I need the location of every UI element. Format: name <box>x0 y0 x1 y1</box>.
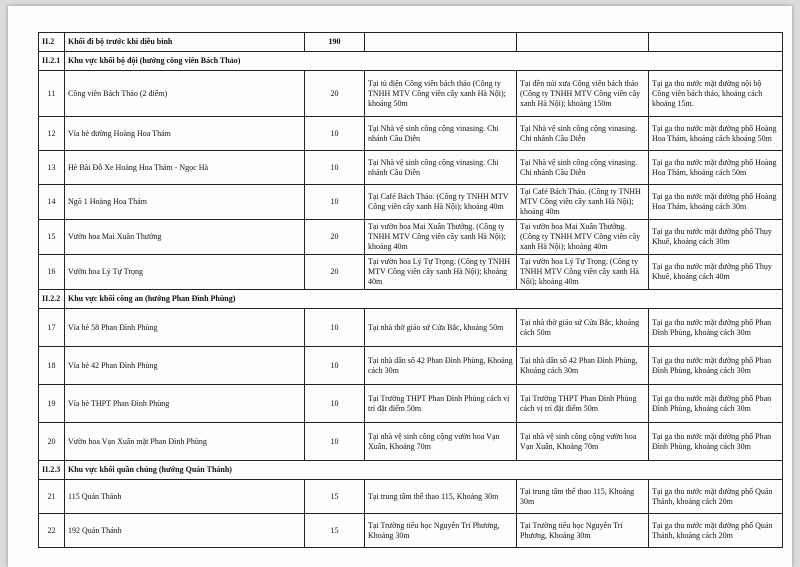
count-cell: 20 <box>305 220 365 255</box>
group-header-row <box>39 290 783 309</box>
row-number: 21 <box>39 480 65 514</box>
count-cell: 20 <box>305 71 365 117</box>
count-cell: 10 <box>305 385 365 423</box>
table-body <box>39 33 783 548</box>
section-count: 190 <box>305 33 365 52</box>
row-number: 18 <box>39 347 65 385</box>
toilet-option-2-cell: Tại Nhà vệ sinh công cộng vinasing. Chi nhánh Cầu Diễn <box>517 117 649 151</box>
table-row <box>39 347 783 385</box>
toilet-option-2-cell: Tại Nhà vệ sinh công cộng vinasing. Chi nhánh Cầu Diễn <box>517 151 649 185</box>
count-cell: 15 <box>305 480 365 514</box>
row-number: 19 <box>39 385 65 423</box>
group-header-row <box>39 52 783 71</box>
table-row <box>39 151 783 185</box>
row-number: 11 <box>39 71 65 117</box>
toilet-option-1-cell: Tại trung tâm thể thao 115, Khoảng 30m <box>365 480 517 514</box>
table-row <box>39 117 783 151</box>
row-number: 22 <box>39 514 65 548</box>
drain-location-cell: Tại ga thu nước mặt đường phố Phan Đình Phùng, khoảng cách 30m <box>649 423 783 461</box>
empty-cell <box>517 33 649 52</box>
drain-location-cell: Tại ga thu nước mặt đường phố Hoàng Hoa Thám, khoảng cách 30m <box>649 185 783 220</box>
count-cell: 10 <box>305 151 365 185</box>
toilet-option-1-cell: Tại tủ điện Công viên bách thảo (Công ty TNHH MTV Công viên cây xanh Hà Nội); khoảng 50m <box>365 71 517 117</box>
toilet-option-2-cell: Tại nhà thờ giáo sứ Cửa Bắc, khoảng cách 50m <box>517 309 649 347</box>
table-row <box>39 71 783 117</box>
table-row <box>39 385 783 423</box>
toilet-option-2-cell: Tại vườn hoa Lý Tự Trọng. (Công ty TNHH MTV Công viên cây xanh Hà Nội); khoảng 40m <box>517 255 649 290</box>
count-cell: 20 <box>305 255 365 290</box>
group-code: II.2.1 <box>39 52 65 71</box>
drain-location-cell: Tại ga thu nước mặt đường phố Phan Đình Phùng, khoảng cách 30m <box>649 385 783 423</box>
count-cell: 10 <box>305 423 365 461</box>
location-cell: Vỉa hè THPT Phan Đình Phùng <box>65 385 305 423</box>
section-row <box>39 33 783 52</box>
toilet-option-1-cell: Tại Café Bách Thảo. (Công ty TNHH MTV Công viên cây xanh Hà Nội); khoảng 40m <box>365 185 517 220</box>
drain-location-cell: Tại ga thu nước mặt đường phố Phan Đình Phùng, khoảng cách 30m <box>649 347 783 385</box>
drain-location-cell: Tại ga thu nước mặt đường phố Quán Thánh, khoảng cách 20m <box>649 480 783 514</box>
toilet-option-1-cell: Tại Nhà vệ sinh công cộng vinasing. Chi nhánh Cầu Diễn <box>365 117 517 151</box>
toilet-option-1-cell: Tại Trường tiểu học Nguyễn Tri Phương, Khoảng 30m <box>365 514 517 548</box>
row-number: 17 <box>39 309 65 347</box>
drain-location-cell: Tại ga thu nước mặt đường phố Thụy Khuê, khoảng cách 40m <box>649 255 783 290</box>
drain-location-cell: Tại ga thu nước mặt đường nội bộ Công viên bách thảo, khoảng cách khoảng 15m. <box>649 71 783 117</box>
location-cell: Ngõ 1 Hoàng Hoa Thám <box>65 185 305 220</box>
row-number: 13 <box>39 151 65 185</box>
count-cell: 10 <box>305 117 365 151</box>
location-cell: Vườn hoa Mai Xuân Thưởng <box>65 220 305 255</box>
section-code: II.2 <box>39 33 65 52</box>
location-cell: Vỉa hè 42 Phan Đình Phùng <box>65 347 305 385</box>
count-cell: 10 <box>305 309 365 347</box>
empty-cell <box>365 33 517 52</box>
table-row <box>39 514 783 548</box>
table-row <box>39 480 783 514</box>
table-row <box>39 255 783 290</box>
document-page <box>8 6 792 567</box>
row-number: 15 <box>39 220 65 255</box>
section-title: Khối đi bộ trước khi diễu binh <box>65 33 305 52</box>
drain-location-cell: Tại ga thu nước mặt đường phố Hoàng Hoa Thám, khoảng cách khoảng 50m <box>649 117 783 151</box>
toilet-option-2-cell: Tại Trường tiểu học Nguyễn Tri Phương, Khoảng 30m <box>517 514 649 548</box>
toilet-option-1-cell: Tại nhà dân số 42 Phan Đình Phùng, Khoảng cách 30m <box>365 347 517 385</box>
group-header-row <box>39 461 783 480</box>
drain-location-cell: Tại ga thu nước mặt đường phố Hoàng Hoa Thám, khoảng cách 50m <box>649 151 783 185</box>
group-title: Khu vực khối công an (hướng Phan Đình Phùng) <box>65 290 783 309</box>
location-cell: Công viên Bách Thảo (2 điểm) <box>65 71 305 117</box>
location-cell: Hè Bãi Đỗ Xe Hoàng Hoa Thám - Ngọc Hà <box>65 151 305 185</box>
toilet-option-1-cell: Tại Nhà vệ sinh công cộng vinasing. Chi nhánh Cầu Diễn <box>365 151 517 185</box>
group-code: II.2.3 <box>39 461 65 480</box>
location-cell: Vườn hoa Lý Tự Trọng <box>65 255 305 290</box>
toilet-option-1-cell: Tại nhà vệ sinh công cộng vườn hoa Vạn Xuân, Khoảng 70m <box>365 423 517 461</box>
table-row <box>39 220 783 255</box>
drain-location-cell: Tại ga thu nước mặt đường phố Quán Thánh, khoảng cách 20m <box>649 514 783 548</box>
table-row <box>39 423 783 461</box>
location-cell: Vườn hoa Vạn Xuân mặt Phan Đình Phùng <box>65 423 305 461</box>
empty-cell <box>649 33 783 52</box>
count-cell: 15 <box>305 514 365 548</box>
location-cell: Vỉa hè đường Hoàng Hoa Thám <box>65 117 305 151</box>
drain-location-cell: Tại ga thu nước mặt đường phố Phan Đình Phùng, khoảng cách 30m <box>649 309 783 347</box>
toilet-option-2-cell: Tại nhà vệ sinh công cộng vườn hoa Vạn Xuân, Khoảng 70m <box>517 423 649 461</box>
toilet-option-2-cell: Tại nhà dân số 42 Phan Đình Phùng, Khoảng cách 30m <box>517 347 649 385</box>
toilet-option-2-cell: Tại đền núi xưa Công viên bách thảo (Công ty TNHH MTV Công viên cây xanh Hà Nội); khoảng 150m <box>517 71 649 117</box>
count-cell: 10 <box>305 185 365 220</box>
group-title: Khu vực khối quần chúng (hướng Quán Thánh) <box>65 461 783 480</box>
toilet-option-2-cell: Tại vườn hoa Mai Xuân Thưởng. (Công ty TNHH MTV Công viên cây xanh Hà Nội); khoảng 40m <box>517 220 649 255</box>
group-title: Khu vực khối bộ đội (hướng công viên Bách Thảo) <box>65 52 783 71</box>
toilet-option-1-cell: Tại nhà thờ giáo sứ Cửa Bắc, khoảng 50m <box>365 309 517 347</box>
row-number: 20 <box>39 423 65 461</box>
drain-location-cell: Tại ga thu nước mặt đường phố Thụy Khuê, khoảng cách 30m <box>649 220 783 255</box>
row-number: 16 <box>39 255 65 290</box>
group-code: II.2.2 <box>39 290 65 309</box>
toilet-option-1-cell: Tại vườn hoa Mai Xuân Thưởng. (Công ty TNHH MTV Công viên cây xanh Hà Nội); khoảng 40m <box>365 220 517 255</box>
toilet-option-2-cell: Tại Trường THPT Phan Đình Phùng cách vị trí đặt điểm 50m <box>517 385 649 423</box>
location-cell: Vỉa hè 58 Phan Đình Phùng <box>65 309 305 347</box>
toilet-option-1-cell: Tại Trường THPT Phan Đình Phùng cách vị trí đặt điểm 50m <box>365 385 517 423</box>
toilet-option-2-cell: Tại trung tâm thể thao 115, Khoảng 30m <box>517 480 649 514</box>
location-cell: 192 Quán Thánh <box>65 514 305 548</box>
toilet-option-2-cell: Tại Café Bách Thảo. (Công ty TNHH MTV Công viên cây xanh Hà Nội); khoảng 40m <box>517 185 649 220</box>
schedule-table <box>38 32 783 548</box>
table-row <box>39 309 783 347</box>
row-number: 12 <box>39 117 65 151</box>
location-cell: 115 Quán Thánh <box>65 480 305 514</box>
row-number: 14 <box>39 185 65 220</box>
toilet-option-1-cell: Tại vườn hoa Lý Tự Trọng. (Công ty TNHH MTV Công viên cây xanh Hà Nội); khoảng 40m <box>365 255 517 290</box>
count-cell: 10 <box>305 347 365 385</box>
table-row <box>39 185 783 220</box>
